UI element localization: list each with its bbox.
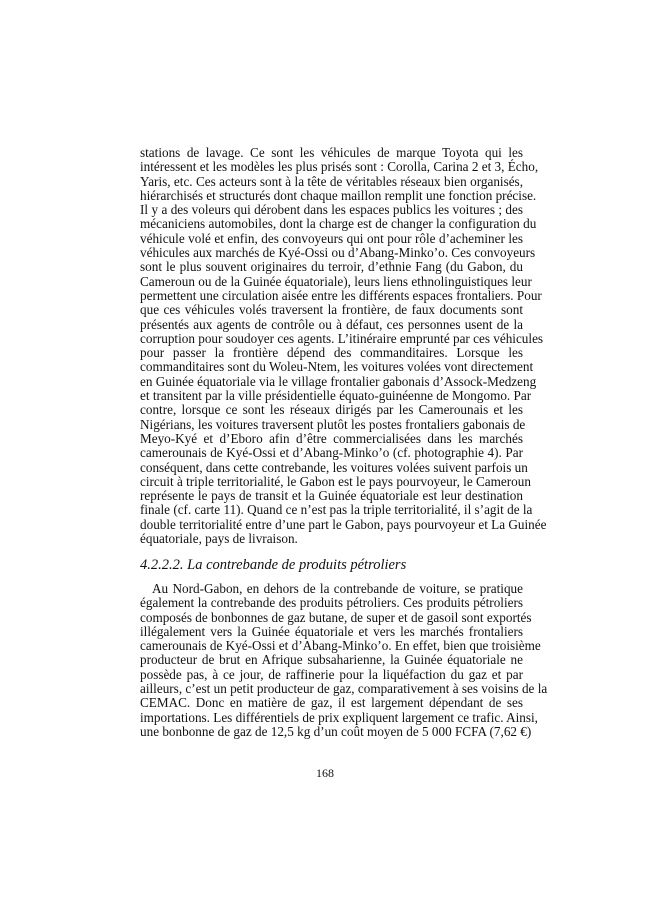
text-line: ailleurs, c’est un petit producteur de gaz, comparativement à ses voisins de la xyxy=(140,681,548,697)
text-line: illégalement vers la Guinée équatoriale et vers les marchés frontaliers xyxy=(140,623,523,639)
text-line: en Guinée équatoriale via le village frontalier gabonais d’Assock-Medzeng xyxy=(140,373,537,389)
page-number: 168 xyxy=(316,766,334,780)
text-line: Nigérians, les voitures traversent plutôt les postes frontaliers gabonais de xyxy=(140,416,526,432)
text-line: que ces véhicules volés traversent la frontière, de faux documents sont xyxy=(140,302,523,318)
paragraph-petroleum-smuggling xyxy=(140,581,548,739)
text-line: possède pas, à ce jour, de raffinerie pour la liquéfaction du gaz et par xyxy=(140,666,523,682)
text-line: finale (cf. carte 11). Quand ce n’est pas la triple territorialité, il s’agit de la xyxy=(140,502,533,518)
text-line: contre, lorsque ce sont les réseaux dirigés par les Camerounais et les xyxy=(140,402,523,418)
text-line: producteur de brut en Afrique subsaharienne, la Guinée équatoriale ne xyxy=(140,652,523,668)
text-line: corruption pour soudoyer ces agents. L’itinéraire emprunté par ces véhicules xyxy=(140,330,544,346)
text-line: et transitent par la ville présidentielle équato-guinéenne de Mongomo. Par xyxy=(140,388,532,404)
text-line: CEMAC. Donc en matière de gaz, il est largement dépendant de ses xyxy=(140,695,523,711)
text-line: équatoriale, pays de livraison. xyxy=(140,531,298,547)
text-line: pour passer la frontière dépend des commanditaires. Lorsque les xyxy=(140,345,523,361)
text-line: une bonbonne de gaz de 12,5 kg d’un coût moyen de 5 000 FCFA (7,62 €) xyxy=(140,723,532,739)
text-line: présentés aux agents de contrôle ou à défaut, ces personnes usent de la xyxy=(140,316,523,332)
text-line: Meyo-Kyé et d’Eboro afin d’être commercialisées dans les marchés xyxy=(140,430,523,446)
text-line: représente le pays de transit et la Guinée équatoriale est leur destination xyxy=(140,488,523,504)
paragraph-stolen-vehicles xyxy=(140,145,547,547)
text-line: camerounais de Kyé-Ossi et d’Abang-Minko’o (cf. photographie 4). Par xyxy=(140,445,523,461)
text-line: mécaniciens automobiles, dont la charge est de changer la configuration du xyxy=(140,216,537,232)
text-line: sont le plus souvent originaires du terroir, d’ethnie Fang (du Gabon, du xyxy=(140,259,523,275)
text-line: commanditaires sont du Woleu-Ntem, les voitures volées vont directement xyxy=(140,359,534,375)
text-line: hiérarchisés et structurés dont chaque maillon remplit une fonction précise. xyxy=(140,187,537,203)
text-line: Yaris, etc. Ces acteurs sont à la tête de véritables réseaux bien organisés, xyxy=(140,173,523,189)
text-line: véhicules aux marchés de Kyé-Ossi ou d’Abang-Minko’o. Ces convoyeurs xyxy=(140,245,536,261)
section-heading: 4.2.2.2. La contrebande de produits pétroliers xyxy=(140,557,407,573)
text-line: véhicule volé et enfin, des convoyeurs qui ont pour rôle d’acheminer les xyxy=(140,230,523,246)
text-line: Cameroun ou de la Guinée équatoriale), leurs liens ethnolinguistiques leur xyxy=(140,273,532,289)
text-line: intéressent et les modèles les plus prisés sont : Corolla, Carina 2 et 3, Écho, xyxy=(140,159,539,175)
text-line: permettent une circulation aisée entre les différents espaces frontaliers. Pour xyxy=(140,287,542,303)
text-line: également la contrebande des produits pétroliers. Ces produits pétroliers xyxy=(140,595,523,611)
text-line: camerounais de Kyé-Ossi et d’Abang-Minko’o. En effet, bien que troisième xyxy=(140,638,541,654)
text-line: composés de bonbonnes de gaz butane, de super et de gasoil sont exportés xyxy=(140,609,532,625)
text-line: Il y a des voleurs qui dérobent dans les espaces publics les voitures ; des xyxy=(140,202,523,218)
text-line: conséquent, dans cette contrebande, les voitures volées suivent parfois un xyxy=(140,459,528,475)
text-line: Au Nord-Gabon, en dehors de la contrebande de voiture, se pratique xyxy=(152,581,523,596)
text-line: importations. Les différentiels de prix expliquent largement ce trafic. Ainsi, xyxy=(140,709,538,725)
text-line: circuit à triple territorialité, le Gabon est le pays pourvoyeur, le Cameroun xyxy=(140,473,531,489)
text-line: double territorialité entre d’une part le Gabon, pays pourvoyeur et La Guinée xyxy=(140,516,547,532)
text-line: stations de lavage. Ce sont les véhicules de marque Toyota qui les xyxy=(140,145,523,160)
